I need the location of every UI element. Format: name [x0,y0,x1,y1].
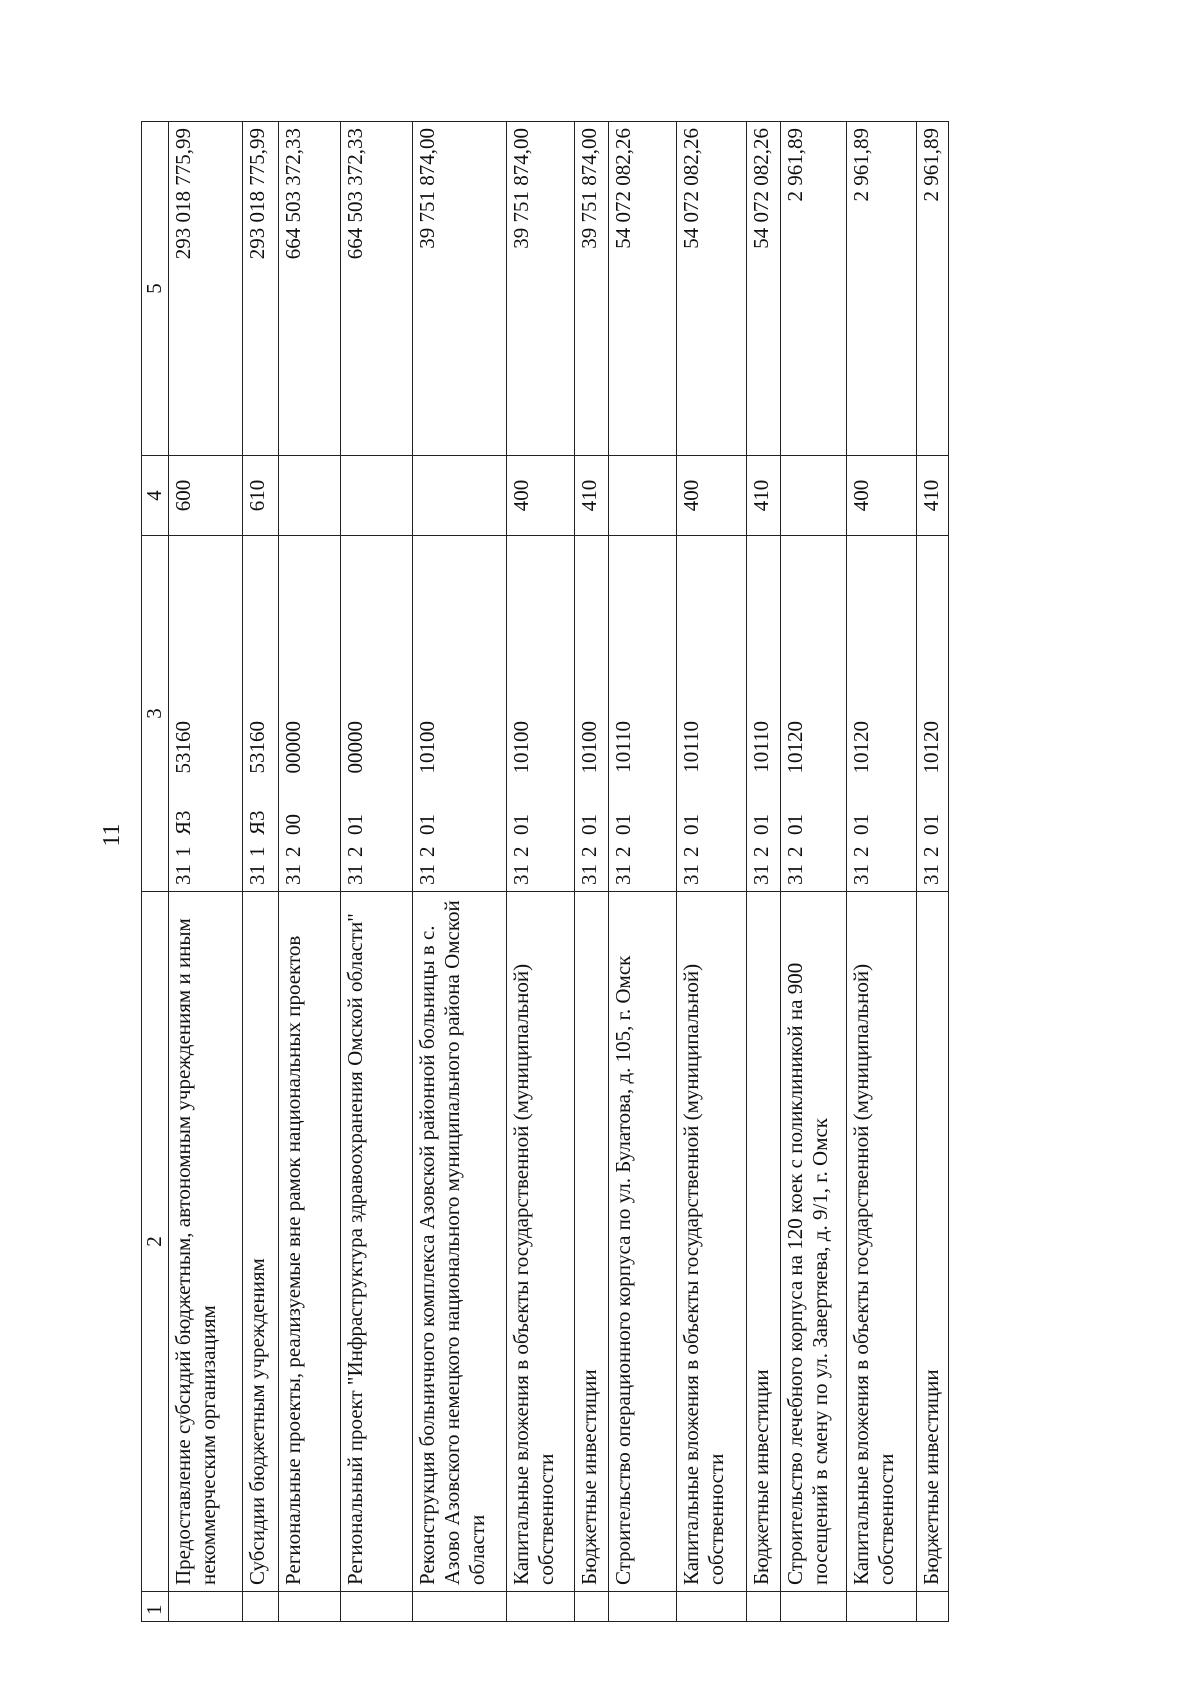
row-code [507,536,575,892]
code-part: 2 [415,846,439,857]
row-number [507,1592,575,1622]
code-part: 2 [749,846,773,857]
table-row [243,122,279,1622]
table-row [747,122,781,1622]
row-code [243,536,279,892]
code-part: 10110 [611,721,635,773]
table-row [507,122,575,1622]
row-expense-type: 400 [677,456,747,536]
row-code [677,536,747,892]
table-row [609,122,677,1622]
code-part: 01 [343,814,367,835]
row-name: Капитальные вложения в объекты государственной (муниципальной) собственности [677,892,747,1592]
column-header-row [142,122,169,1622]
code-part: 31 [245,864,269,885]
row-expense-type: 600 [169,456,243,536]
code-part: 10120 [783,721,807,774]
row-code [781,536,847,892]
row-amount: 2 961,89 [847,122,917,456]
code-part: 00000 [343,721,367,774]
row-number [847,1592,917,1622]
table-row [413,122,507,1622]
code-part: 31 [415,864,439,885]
table-row [677,122,747,1622]
row-expense-type [279,456,341,536]
row-name: Субсидии бюджетным учреждениям [243,892,279,1592]
code-part: 31 [611,864,635,885]
code-part: 2 [849,846,873,857]
row-code [747,536,781,892]
code-part: 1 [171,846,195,857]
code-part: 2 [281,846,305,857]
row-number [747,1592,781,1622]
table-row [279,122,341,1622]
budget-sheet [141,122,943,1622]
row-name: Реконструкция больничного комплекса Азовской районной больницы в с. Азово Азовского немецкого национального муниципального района Омской области [413,892,507,1592]
code-part: 53160 [171,721,195,774]
table-row [781,122,847,1622]
code-part: 2 [509,846,533,857]
row-code [169,536,243,892]
code-part: Я3 [245,810,269,835]
code-part: 01 [611,814,635,835]
code-part: Я3 [171,810,195,835]
row-name: Капитальные вложения в объекты государственной (муниципальной) собственности [847,892,917,1592]
column-header-3: 3 [142,536,169,892]
code-part: 31 [281,864,305,885]
code-part: 01 [919,814,943,835]
row-number [169,1592,243,1622]
row-expense-type: 400 [507,456,575,536]
code-part: 2 [679,846,703,857]
code-part: 31 [577,864,601,885]
code-part: 01 [679,814,703,835]
row-amount: 664 503 372,33 [279,122,341,456]
column-header-2: 2 [142,892,169,1592]
code-part: 00 [281,814,305,835]
row-amount: 54 072 082,26 [677,122,747,456]
row-number [609,1592,677,1622]
row-number [575,1592,609,1622]
row-amount: 293 018 775,99 [169,122,243,456]
row-amount: 39 751 874,00 [575,122,609,456]
table-body [169,122,949,1622]
code-part: 31 [509,864,533,885]
code-part: 01 [577,814,601,835]
row-name: Региональный проект "Инфраструктура здравоохранения Омской области" [341,892,413,1592]
code-part: 2 [611,846,635,857]
page-number: 11 [99,823,125,847]
code-part: 31 [849,864,873,885]
row-name: Бюджетные инвестиции [917,892,949,1592]
row-code [609,536,677,892]
row-name: Предоставление субсидий бюджетным, автономным учреждениям и иным некоммерческим организациям [169,892,243,1592]
row-amount: 54 072 082,26 [609,122,677,456]
row-name: Бюджетные инвестиции [575,892,609,1592]
row-expense-type [341,456,413,536]
code-part: 2 [919,846,943,857]
row-amount: 664 503 372,33 [341,122,413,456]
row-code [279,536,341,892]
row-name: Капитальные вложения в объекты государственной (муниципальной) собственности [507,892,575,1592]
code-part: 31 [679,864,703,885]
row-expense-type: 610 [243,456,279,536]
code-part: 10120 [849,721,873,774]
row-expense-type [413,456,507,536]
code-part: 53160 [245,721,269,774]
row-code [413,536,507,892]
row-name: Бюджетные инвестиции [747,892,781,1592]
row-number [279,1592,341,1622]
row-name: Строительство операционного корпуса по ул. Булатова, д. 105, г. Омск [609,892,677,1592]
code-part: 31 [919,864,943,885]
table-row [917,122,949,1622]
code-part: 10100 [577,721,601,774]
row-number [917,1592,949,1622]
code-part: 31 [171,864,195,885]
table-row [341,122,413,1622]
table-row [847,122,917,1622]
row-amount: 2 961,89 [917,122,949,456]
row-expense-type: 400 [847,456,917,536]
column-header-4: 4 [142,456,169,536]
row-code [847,536,917,892]
code-part: 1 [245,846,269,857]
row-number [243,1592,279,1622]
row-code [917,536,949,892]
row-expense-type [609,456,677,536]
column-header-1: 1 [142,1592,169,1622]
row-number [341,1592,413,1622]
code-part: 01 [415,814,439,835]
code-part: 10100 [415,721,439,774]
code-part: 01 [749,814,773,835]
code-part: 2 [783,846,807,857]
row-expense-type: 410 [575,456,609,536]
row-expense-type [781,456,847,536]
budget-table [141,121,949,1622]
row-amount: 39 751 874,00 [507,122,575,456]
code-part: 31 [783,864,807,885]
row-expense-type: 410 [917,456,949,536]
code-part: 01 [849,814,873,835]
code-part: 01 [783,814,807,835]
row-amount: 54 072 082,26 [747,122,781,456]
row-name: Региональные проекты, реализуемые вне рамок национальных проектов [279,892,341,1592]
row-amount: 2 961,89 [781,122,847,456]
column-header-5: 5 [142,122,169,456]
table-row [575,122,609,1622]
code-part: 10110 [679,721,703,773]
code-part: 31 [343,864,367,885]
row-number [677,1592,747,1622]
row-amount: 39 751 874,00 [413,122,507,456]
table-row [169,122,243,1622]
row-code [341,536,413,892]
row-code [575,536,609,892]
code-part: 10110 [749,721,773,773]
code-part: 2 [343,846,367,857]
row-expense-type: 410 [747,456,781,536]
code-part: 01 [509,814,533,835]
row-number [781,1592,847,1622]
code-part: 2 [577,846,601,857]
row-name: Строительство лечебного корпуса на 120 коек с поликлиникой на 900 посещений в смену по ул. Завертяева, д. 9/1, г. Омск [781,892,847,1592]
code-part: 10100 [509,721,533,774]
row-number [413,1592,507,1622]
code-part: 00000 [281,721,305,774]
code-part: 31 [749,864,773,885]
row-amount: 293 018 775,99 [243,122,279,456]
code-part: 10120 [919,721,943,774]
